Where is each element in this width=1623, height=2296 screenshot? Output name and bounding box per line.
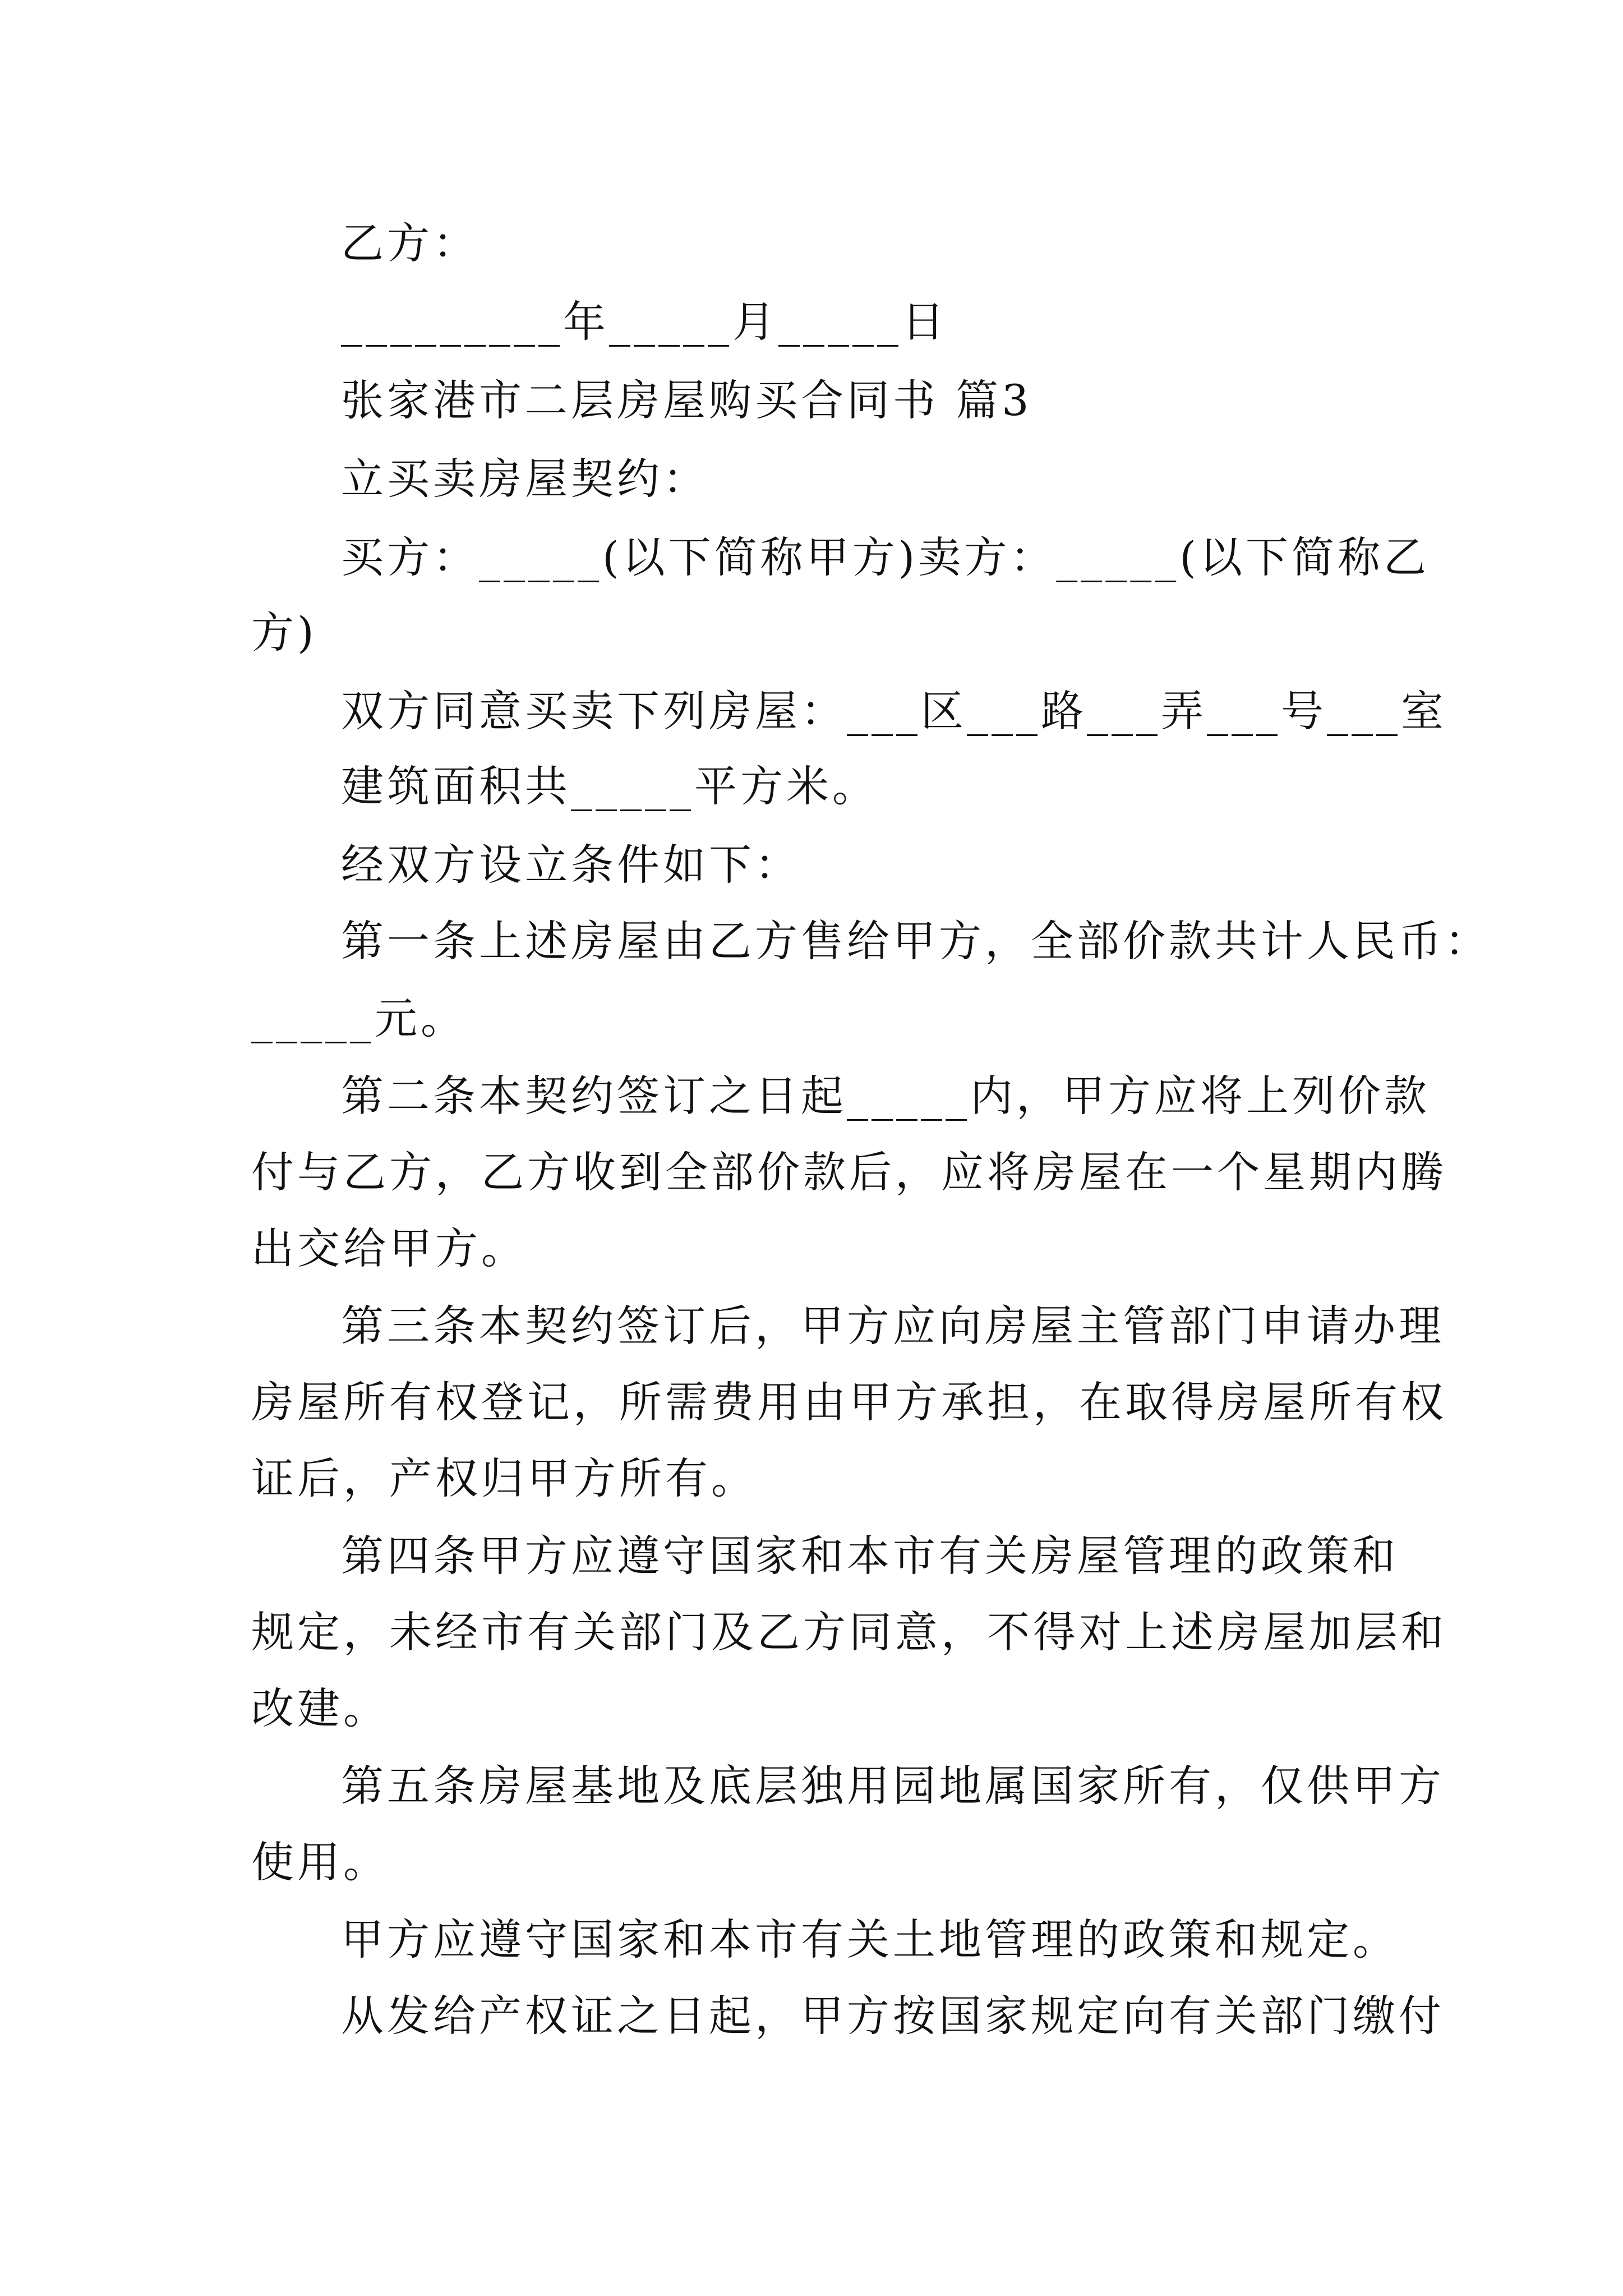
paragraph-line: 方)	[251, 608, 317, 657]
paragraph-line: 证后，产权归甲方所有。	[251, 1453, 757, 1503]
paragraph-line: 付与乙方，乙方收到全部价款后，应将房屋在一个星期内腾	[251, 1147, 1447, 1197]
party-b-label: 乙方：	[341, 218, 479, 268]
paragraph-line: 第二条本契约签订之日起_____内，甲方应将上列价款	[341, 1071, 1430, 1121]
contract-heading: 立买卖房屋契约：	[341, 454, 709, 504]
paragraph-line: _____元。	[251, 993, 467, 1043]
paragraph-line: 第一条上述房屋由乙方售给甲方，全部价款共计人民币：	[341, 916, 1491, 966]
paragraph-line: 买方：_____(以下简称甲方)卖方：_____(以下简称乙	[341, 532, 1430, 582]
paragraph-line: 建筑面积共_____平方米。	[341, 761, 878, 811]
paragraph-line: 双方同意买卖下列房屋：___区___路___弄___号___室	[341, 686, 1447, 736]
date-line: _________年_____月_____日	[341, 297, 948, 347]
paragraph-line: 第三条本契约签订后，甲方应向房屋主管部门申请办理	[341, 1301, 1445, 1351]
paragraph-line: 从发给产权证之日起，甲方按国家规定向有关部门缴付	[341, 1991, 1445, 2041]
paragraph-line: 第四条甲方应遵守国家和本市有关房屋管理的政策和	[341, 1531, 1399, 1581]
paragraph-line: 房屋所有权登记，所需费用由甲方承担，在取得房屋所有权	[251, 1377, 1447, 1427]
paragraph-line: 规定，未经市有关部门及乙方同意，不得对上述房屋加层和	[251, 1607, 1447, 1657]
paragraph-line: 改建。	[251, 1683, 389, 1733]
section-title: 张家港市二层房屋购买合同书 篇3	[341, 375, 1032, 425]
paragraph-line: 第五条房屋基地及底层独用园地属国家所有，仅供甲方	[341, 1761, 1445, 1811]
paragraph-line: 经双方设立条件如下：	[341, 840, 801, 890]
paragraph-line: 甲方应遵守国家和本市有关土地管理的政策和规定。	[341, 1915, 1399, 1964]
paragraph-line: 使用。	[251, 1837, 389, 1887]
paragraph-line: 出交给甲方。	[251, 1223, 527, 1273]
